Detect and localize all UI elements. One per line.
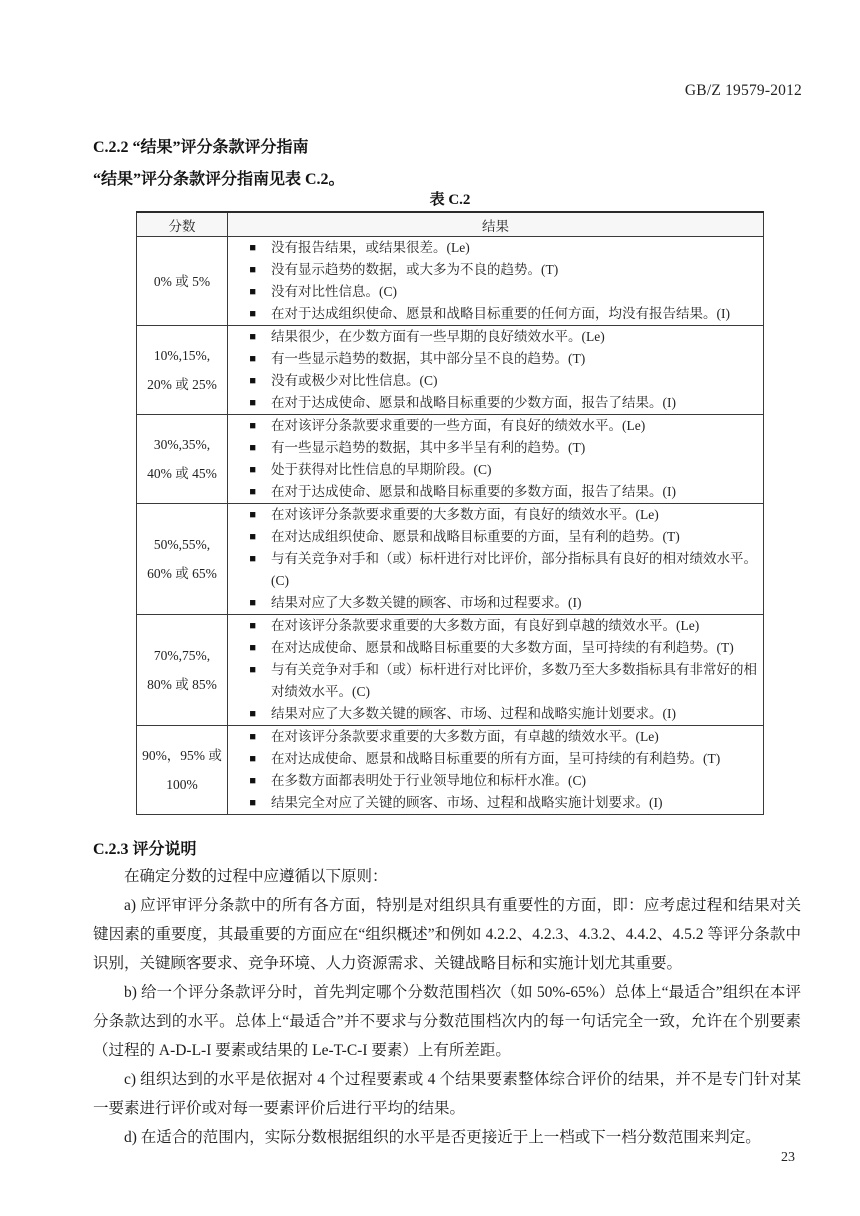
table-row	[137, 615, 764, 726]
table-header-row	[137, 212, 764, 237]
square-bullet-icon: ■	[249, 797, 256, 809]
bullet-item	[228, 303, 763, 325]
paragraph: 在确定分数的过程中应遵循以下原则：	[124, 868, 388, 885]
column-header-score: 分数	[137, 212, 228, 237]
square-bullet-icon: ■	[249, 420, 256, 432]
score-line: 100%	[166, 777, 198, 792]
bullet-item	[228, 592, 763, 614]
square-bullet-icon: ■	[249, 264, 256, 276]
bullet-item	[228, 526, 763, 548]
bullet-item	[228, 281, 763, 303]
table-row	[137, 237, 764, 326]
column-header-result: 结果	[228, 212, 764, 237]
bullet-item	[228, 703, 763, 725]
bullet-text: 在多数方面都表明处于行业领导地位和标杆水准。(C)	[271, 773, 586, 788]
table-row	[137, 326, 764, 415]
square-bullet-icon: ■	[249, 642, 256, 654]
c23-paragraphs	[93, 862, 801, 1152]
bullet-item	[228, 437, 763, 459]
square-bullet-icon: ■	[249, 397, 256, 409]
paragraph: b) 给一个评分条款评分时，首先判定哪个分数范围档次（如 50%-65%）总体上“最适合”组织在本评分条款达到的水平。总体上“最适合”并不要求与分数范围档次内的每一句话完全一致，允许在个别要素（过程的 A-D-L-I 要素或结果的 Le-T-C-I 要素）上有所差距。	[93, 984, 801, 1059]
page-number: 23	[781, 1150, 795, 1165]
square-bullet-icon: ■	[249, 553, 256, 565]
square-bullet-icon: ■	[249, 464, 256, 476]
square-bullet-icon: ■	[249, 708, 256, 720]
score-line: 30%,35%,	[153, 437, 211, 452]
bullet-text: 在对达成使命、愿景和战略目标重要的所有方面，呈可持续的有利趋势。(T)	[271, 751, 721, 766]
bullet-text: 在对于达成使命、愿景和战略目标重要的多数方面，报告了结果。(I)	[271, 484, 676, 499]
score-cell	[137, 415, 228, 504]
result-cell	[228, 504, 764, 615]
standard-number-header: GB/Z 19579-2012	[684, 82, 802, 99]
result-cell	[228, 726, 764, 815]
square-bullet-icon: ■	[249, 731, 256, 743]
score-cell	[137, 326, 228, 415]
bullet-text: 结果对应了大多数关键的顾客、市场、过程和战略实施计划要求。(I)	[271, 706, 676, 721]
bullet-text: 有一些显示趋势的数据，其中多半呈有利的趋势。(T)	[271, 440, 586, 455]
bullet-item	[228, 792, 763, 814]
score-line: 0% 或 5%	[153, 273, 211, 289]
square-bullet-icon: ■	[249, 308, 256, 320]
section-c22-title: C.2.2 “结果”评分条款评分指南	[93, 139, 309, 156]
bullet-item	[228, 392, 763, 414]
bullet-item	[228, 748, 763, 770]
bullet-text: 没有或极少对比性信息。(C)	[271, 373, 438, 388]
bullet-text: 结果很少，在少数方面有一些早期的良好绩效水平。(Le)	[271, 329, 605, 344]
square-bullet-icon: ■	[249, 331, 256, 343]
score-line: 50%,55%,	[153, 537, 211, 552]
score-cell	[137, 615, 228, 726]
bullet-text: 在对该评分条款要求重要的大多数方面，有良好的绩效水平。(Le)	[271, 507, 659, 522]
bullet-text: 在对于达成使命、愿景和战略目标重要的少数方面，报告了结果。(I)	[271, 395, 676, 410]
score-table-body	[137, 237, 764, 815]
score-table	[136, 211, 764, 815]
bullet-text: 结果对应了大多数关键的顾客、市场和过程要求。(I)	[271, 595, 582, 610]
result-cell	[228, 237, 764, 326]
paragraph: a) 应评审评分条款中的所有各方面，特别是对组织具有重要性的方面，即：应考虑过程和结果对关键因素的重要度，其最重要的方面应在“组织概述”和例如 4.2.2、4.2.3、4.3.2、4.4.2、4.5.2 等评分条款中识别，关键顾客要求、竞争环境、人力资源需求、关键战略目标和实施计划尤其重要。	[93, 897, 801, 972]
result-cell	[228, 615, 764, 726]
section-c23-title: C.2.3 评分说明	[93, 841, 197, 858]
table-row	[137, 726, 764, 815]
table-row	[137, 415, 764, 504]
bullet-text: 在对该评分条款要求重要的一些方面，有良好的绩效水平。(Le)	[271, 418, 646, 433]
section-c22-intro: “结果”评分条款评分指南见表 C.2。	[93, 171, 345, 188]
bullet-text: 在对该评分条款要求重要的大多数方面，有卓越的绩效水平。(Le)	[271, 729, 659, 744]
bullet-text: 在对于达成组织使命、愿景和战略目标重要的任何方面，均没有报告结果。(I)	[271, 306, 730, 321]
bullet-text: 结果完全对应了关键的顾客、市场、过程和战略实施计划要求。(I)	[271, 795, 663, 810]
score-line: 40% 或 45%	[147, 466, 217, 481]
score-cell	[137, 237, 228, 326]
bullet-text: 有一些显示趋势的数据，其中部分呈不良的趋势。(T)	[271, 351, 586, 366]
bullet-text: 在对该评分条款要求重要的大多数方面，有良好到卓越的绩效水平。(Le)	[271, 618, 700, 633]
square-bullet-icon: ■	[249, 286, 256, 298]
bullet-text: 在对达成组织使命、愿景和战略目标重要的方面，呈有利的趋势。(T)	[271, 529, 680, 544]
result-cell	[228, 326, 764, 415]
bullet-item	[228, 259, 763, 281]
score-line: 80% 或 85%	[147, 677, 217, 692]
bullet-item	[228, 459, 763, 481]
score-line: 10%,15%,	[153, 348, 211, 363]
square-bullet-icon: ■	[249, 353, 256, 365]
bullet-item	[228, 237, 763, 259]
square-bullet-icon: ■	[249, 242, 256, 254]
bullet-text: 没有显示趋势的数据，或大多为不良的趋势。(T)	[271, 262, 559, 277]
result-cell	[228, 415, 764, 504]
bullet-text: 没有报告结果，或结果很差。(Le)	[271, 240, 470, 255]
square-bullet-icon: ■	[249, 775, 256, 787]
bullet-item	[228, 481, 763, 503]
paragraph: d) 在适合的范围内，实际分数根据组织的水平是否更接近于上一档或下一档分数范围来判定。	[124, 1129, 761, 1146]
bullet-text: 与有关竞争对手和（或）标杆进行对比评价，多数乃至大多数指标具有非常好的相对绩效水平。(C)	[271, 662, 757, 699]
score-line: 90%，95% 或	[142, 748, 222, 763]
bullet-item	[228, 370, 763, 392]
bullet-text: 与有关竞争对手和（或）标杆进行对比评价，部分指标具有良好的相对绩效水平。(C)	[271, 551, 757, 588]
paragraph: c) 组织达到的水平是依据对 4 个过程要素或 4 个结果要素整体综合评价的结果，并不是专门针对某一要素进行评价或对每一要素评价后进行平均的结果。	[93, 1071, 801, 1117]
table-caption: 表 C.2	[429, 192, 471, 208]
score-line: 60% 或 65%	[147, 566, 217, 581]
score-line: 20% 或 25%	[147, 377, 217, 392]
square-bullet-icon: ■	[249, 531, 256, 543]
square-bullet-icon: ■	[249, 486, 256, 498]
square-bullet-icon: ■	[249, 597, 256, 609]
bullet-item	[228, 415, 763, 437]
bullet-item	[228, 348, 763, 370]
score-cell	[137, 726, 228, 815]
bullet-item	[228, 326, 763, 348]
square-bullet-icon: ■	[249, 620, 256, 632]
bullet-item	[228, 659, 763, 703]
table-row	[137, 504, 764, 615]
bullet-item	[228, 504, 763, 526]
square-bullet-icon: ■	[249, 375, 256, 387]
bullet-text: 没有对比性信息。(C)	[271, 284, 397, 299]
bullet-item	[228, 726, 763, 748]
bullet-text: 处于获得对比性信息的早期阶段。(C)	[271, 462, 492, 477]
score-cell	[137, 504, 228, 615]
bullet-item	[228, 637, 763, 659]
bullet-item	[228, 770, 763, 792]
square-bullet-icon: ■	[249, 753, 256, 765]
score-line: 70%,75%,	[153, 648, 211, 663]
bullet-text: 在对达成使命、愿景和战略目标重要的大多数方面，呈可持续的有利趋势。(T)	[271, 640, 734, 655]
square-bullet-icon: ■	[249, 664, 256, 676]
square-bullet-icon: ■	[249, 509, 256, 521]
square-bullet-icon: ■	[249, 442, 256, 454]
bullet-item	[228, 548, 763, 592]
bullet-item	[228, 615, 763, 637]
